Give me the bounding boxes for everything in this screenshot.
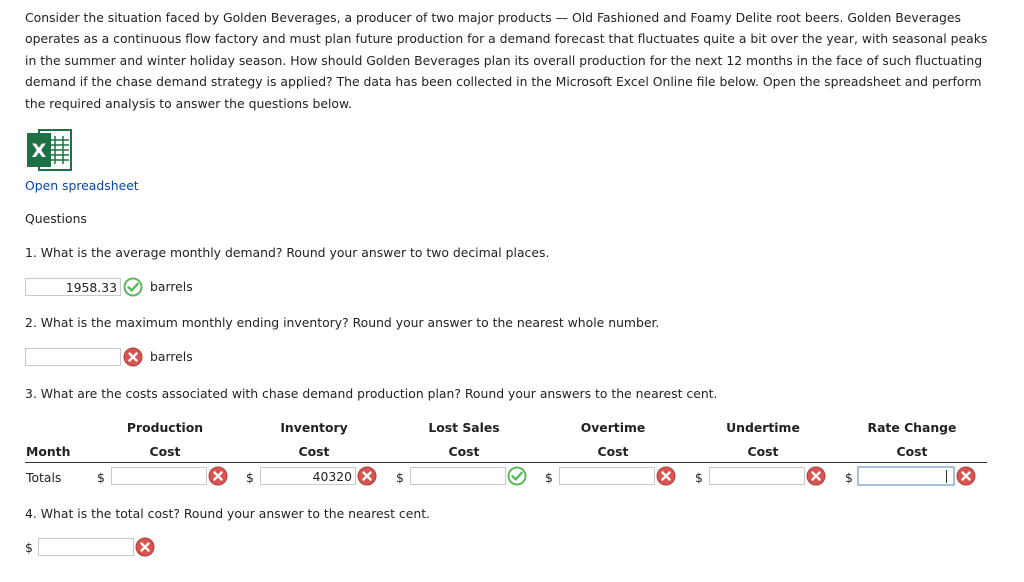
check-icon	[507, 466, 527, 486]
q1-answer-input[interactable]: 1958.33	[25, 278, 121, 296]
x-icon	[806, 466, 826, 486]
questions-heading: Questions	[25, 211, 87, 226]
currency-symbol: $	[246, 470, 254, 485]
excel-icon-letter: X	[31, 140, 47, 162]
total-cost-input[interactable]	[38, 538, 134, 556]
header-month: Month	[26, 444, 71, 459]
header-lost-sales-cost-line2: Cost	[448, 444, 480, 459]
q2-unit: barrels	[150, 349, 193, 364]
header-production-cost-line1: Production	[126, 420, 204, 435]
production-cost-input[interactable]	[111, 467, 207, 485]
lost-sales-cost-input[interactable]	[410, 467, 506, 485]
header-production-cost-line2: Cost	[149, 444, 181, 459]
currency-symbol: $	[396, 470, 404, 485]
text-caret	[946, 470, 947, 483]
header-undertime-cost-line2: Cost	[747, 444, 779, 459]
header-inventory-cost-line2: Cost	[298, 444, 330, 459]
excel-file-icon[interactable]	[25, 128, 73, 172]
question-2-text: 2. What is the maximum monthly ending inventory? Round your answer to the nearest whole number.	[25, 315, 660, 330]
x-icon	[135, 537, 155, 557]
header-overtime-cost-line1: Overtime	[580, 420, 646, 435]
rate-change-cost-input[interactable]	[857, 466, 955, 486]
overtime-cost-input[interactable]	[559, 467, 655, 485]
currency-symbol: $	[545, 470, 553, 485]
x-icon	[656, 466, 676, 486]
open-spreadsheet-link[interactable]: Open spreadsheet	[25, 178, 139, 193]
table-header-rule	[25, 462, 987, 463]
question-3-text: 3. What are the costs associated with chase demand production plan? Round your answers to the nearest cent.	[25, 386, 718, 401]
header-rate-change-cost-line2: Cost	[896, 444, 928, 459]
inventory-cost-input[interactable]: 40320	[260, 467, 356, 485]
totals-label: Totals	[26, 470, 62, 485]
currency-symbol: $	[845, 470, 853, 485]
header-undertime-cost-line1: Undertime	[726, 420, 800, 435]
check-icon	[123, 277, 143, 297]
currency-symbol: $	[97, 470, 105, 485]
header-lost-sales-cost-line1: Lost Sales	[428, 420, 500, 435]
x-icon	[956, 466, 976, 486]
problem-description: Consider the situation faced by Golden Beverages, a producer of two major products — Old Fashioned and Foamy Delite root beers. Golden Beverages operates as a continuous flow factory and must plan future production for a demand forecast that fluctuates quite a bit over the year, with seasonal peaks in the summer and winter holiday season. How should Golden Beverages plan its overall production for the next 12 months in the face of such fluctuating demand if the chase demand strategy is applied? The data has been collected in the Microsoft Excel Online file below. Open the spreadsheet and perform the required analysis to answer the questions below.	[25, 10, 988, 111]
currency-symbol: $	[695, 470, 703, 485]
question-1-text: 1. What is the average monthly demand? Round your answer to two decimal places.	[25, 245, 550, 260]
question-4-text: 4. What is the total cost? Round your answer to the nearest cent.	[25, 506, 430, 521]
header-rate-change-cost-line1: Rate Change	[867, 420, 957, 435]
x-icon	[123, 347, 143, 367]
header-inventory-cost-line1: Inventory	[280, 420, 348, 435]
currency-symbol: $	[25, 540, 33, 555]
undertime-cost-input[interactable]	[709, 467, 805, 485]
header-overtime-cost-line2: Cost	[597, 444, 629, 459]
x-icon	[357, 466, 377, 486]
q2-answer-input[interactable]	[25, 348, 121, 366]
q1-unit: barrels	[150, 279, 193, 294]
x-icon	[208, 466, 228, 486]
